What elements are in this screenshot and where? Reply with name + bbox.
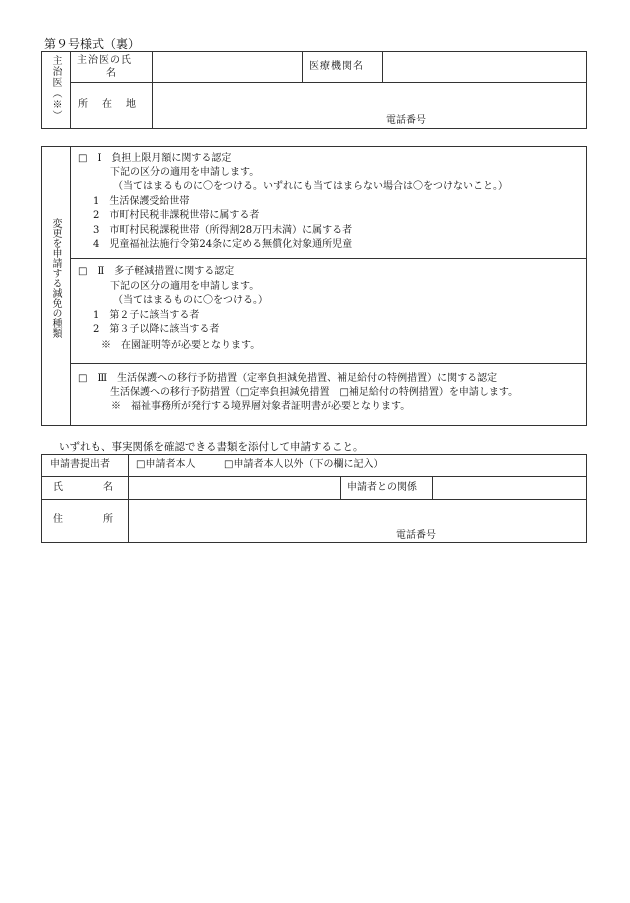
institution-field[interactable]	[383, 52, 586, 81]
section1-item-1: 1 生活保護受給世帯	[93, 196, 190, 207]
institution-label: 医療機関名	[309, 61, 364, 72]
physician-address-field[interactable]	[153, 83, 586, 128]
section1-item-2: 2 市町村民税非課税世帯に属する者	[93, 210, 260, 221]
submitter-address-field[interactable]	[129, 500, 586, 542]
section1-item-4: 4 児童福祉法施行令第24条に定める無償化対象通所児童	[93, 239, 353, 250]
section2-remark: ※ 在園証明等が必要となります。	[101, 340, 261, 351]
section1-item-3: 3 市町村民税課税世帯（所得割28万円未満）に属する者	[93, 225, 353, 236]
physician-phone-label: 電話番号	[386, 115, 426, 126]
submitter-option-self[interactable]: □申請者本人	[136, 459, 196, 470]
relation-field[interactable]	[433, 477, 586, 498]
section2-note: （当てはまるものに〇をつける。）	[113, 295, 268, 306]
relation-label: 申請者との関係	[347, 482, 417, 493]
section1-intro: 下記の区分の適用を申請します。	[110, 167, 260, 178]
physician-side-label: 主治医（※）	[50, 55, 61, 121]
section3-line2[interactable]: 生活保護への移行予防措置（□定率負担減免措置 □補足給付の特例措置）を申請します。	[110, 387, 519, 398]
section2-heading[interactable]: □ Ⅱ 多子軽減措置に関する認定	[78, 266, 235, 277]
section2-intro: 下記の区分の適用を申請します。	[110, 281, 260, 292]
section1-note: （当てはまるものに〇をつける。いずれにも当てはまらない場合は〇をつけないこと。）	[113, 181, 508, 192]
physician-name-label: 主治医の氏	[77, 55, 132, 66]
section2-item-2: 2 第３子以降に該当する者	[93, 324, 220, 335]
physician-name-field[interactable]	[153, 52, 301, 81]
form-number: 第９号様式（裏）	[44, 37, 141, 51]
submitter-name-field[interactable]	[129, 477, 339, 498]
section2-item-1: 1 第２子に該当する者	[93, 310, 200, 321]
reduction-side-label: 変更を申請する減免の種類	[50, 218, 61, 338]
submitter-option-other[interactable]: □申請者本人以外（下の欄に記入）	[224, 459, 384, 470]
section3-heading[interactable]: □ Ⅲ 生活保護への移行予防措置（定率負担減免措置、補足給付の特例措置）に関する認定	[78, 373, 498, 384]
physician-address-label: 所 在 地	[78, 99, 138, 110]
physician-name-label-line2: 名	[106, 68, 116, 79]
attachment-note: いずれも、事実関係を確認できる書類を添付して申請すること。	[59, 441, 364, 453]
section1-heading[interactable]: □ Ⅰ 負担上限月額に関する認定	[78, 153, 232, 164]
section3-remark: ※ 福祉事務所が発行する境界層対象者証明書が必要となります。	[111, 401, 411, 412]
submitter-label: 申請書提出者	[50, 459, 110, 470]
submitter-phone-label: 電話番号	[396, 530, 436, 541]
submitter-name-label: 氏 名	[53, 482, 113, 493]
submitter-address-label: 住 所	[53, 514, 113, 525]
